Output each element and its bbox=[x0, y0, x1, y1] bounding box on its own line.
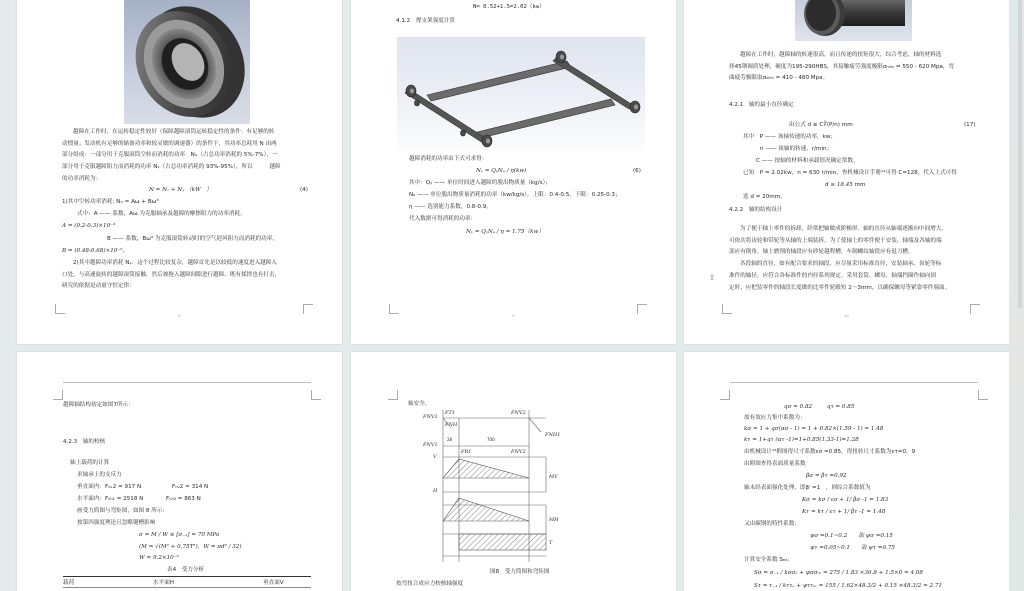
label-fnv1-mid: FNV1 bbox=[423, 442, 438, 448]
footer-line: 按弯扭合成应力校核轴强度 bbox=[396, 581, 464, 587]
where-line: 其中 P —— 该轴传递的功率，kw； bbox=[743, 134, 837, 140]
equation-number: (4) bbox=[300, 187, 308, 193]
margin-mark bbox=[970, 304, 980, 314]
label-fnh: FNH bbox=[445, 422, 458, 428]
margin-mark bbox=[720, 390, 730, 400]
label-fr1: FR1 bbox=[461, 449, 472, 455]
label-mv: MV bbox=[549, 474, 558, 480]
formula-17: 由公式 d ≥ C∛(P/n) mm bbox=[789, 122, 853, 128]
force-analysis-table bbox=[63, 576, 311, 588]
paragraph bbox=[729, 50, 981, 85]
section-heading: 4.2.1 轴的最小直径确定 bbox=[729, 102, 794, 108]
where-line: C —— 按轴的材料和承载情况确定常数。 bbox=[756, 158, 859, 164]
sub-heading: 轴上载荷的计算 bbox=[70, 460, 110, 466]
margin-mark bbox=[722, 304, 732, 314]
margin-mark bbox=[311, 390, 321, 400]
coefficient-b-desc: B —— 系数，Bω³ 为克服滚筒转动时的空气迎风阻力而消耗的功率， bbox=[107, 236, 278, 242]
table-header-row bbox=[63, 577, 311, 588]
page-9 bbox=[351, 0, 676, 344]
strengthen-line: 轴未经表面强化处理，即βⁱ =1 ，则综合系数值为 bbox=[744, 485, 871, 491]
equation-number: (6) bbox=[633, 168, 641, 174]
vertical-force-2: Fₙᵥ2 = 314 N bbox=[172, 484, 209, 490]
margin-mark bbox=[55, 304, 65, 314]
bearing-image[interactable] bbox=[124, 0, 250, 124]
text-line: 准件的轴径，应符合各标准件的内径系列规定。采用套筒、螺母、轴端挡圈作轴向固 bbox=[729, 272, 936, 279]
where-line: Nₑ —— 单位脱出物质量消耗的功率（kw/kg/s）。上限：0.4-0.5，下限：0.25-0.3； bbox=[409, 192, 621, 198]
label-ft1: FT1 bbox=[445, 410, 455, 416]
margin-mark bbox=[978, 390, 988, 400]
text-line: 2)其中越障功率消耗 Nᵧ：这个过程比较复杂，越障首先是以较低的速度进入越障入 bbox=[73, 260, 277, 266]
margin-mark bbox=[389, 304, 399, 314]
label-fnh1: FNH1 bbox=[545, 432, 561, 438]
page-13 bbox=[684, 352, 1009, 591]
intro-line: 轴安全。 bbox=[408, 401, 431, 407]
text-line: 越障在工作时，越障轴的转速很高，而且传递的扭矩很大，综合考虑，轴的材料选 bbox=[740, 52, 942, 58]
K-sigma: Kσ = kσ / εσ + 1/ βσ -1 = 1.83 bbox=[802, 497, 889, 503]
label-fnv2: FNV2 bbox=[511, 410, 526, 416]
given-line: 已知 P = 2.02kw，n = 630 r/min，查机械设计手册¹⁴可得 C=128，代入上式可得 bbox=[743, 170, 957, 176]
result-equation: Nᵧ = QᵧNₑ / η = 1.75（kw） bbox=[466, 229, 544, 235]
margin-mark bbox=[53, 390, 63, 400]
section-heading: 4.2.3 轴的校核 bbox=[63, 439, 106, 445]
page-number: 10 bbox=[844, 314, 849, 318]
psi-sigma: ψσ =0.1~0.2 取 ψσ =0.15 bbox=[810, 533, 893, 539]
vertical-force: 垂直面内：Fₙᵥ2 = 917 N bbox=[77, 484, 142, 490]
text-line: 研究的依据是动量守恒定律： bbox=[62, 283, 135, 290]
where-line: η —— 选别能力系数，0.8-0.9。 bbox=[409, 204, 492, 210]
vertical-scrollbar[interactable] bbox=[1009, 0, 1024, 591]
page-12 bbox=[351, 352, 676, 591]
frame-icon bbox=[397, 37, 645, 151]
label-fnv2-mid: FNV2 bbox=[511, 449, 526, 455]
page-8 bbox=[17, 0, 342, 344]
page-number: 9 bbox=[512, 314, 515, 318]
select-line: 选 d = 20mm。 bbox=[743, 194, 786, 200]
text-line: 可依次将齿轮和带轮等从轴的上端装拆。为了使轴上的零件便于安装，轴端及各轴的端 bbox=[729, 237, 942, 244]
margin-mark bbox=[303, 304, 313, 314]
text-line: 为了便于轴上零件的拆卸，经常把轴做成阶梯形。轴的直径从轴端逐渐向中间增大。 bbox=[740, 226, 947, 232]
top-equation: N= 0.52+1.5=2.02（kw） bbox=[473, 4, 545, 10]
table-header: 垂直面V bbox=[263, 577, 311, 588]
text-line: 部分用于克服越障阻力而消耗的功率 Nᵧ（占总功率消耗的 93%-95%），所以 越障 bbox=[62, 164, 281, 171]
coefficient-b-range: B = (0.48-0.68)×10⁻⁶。 bbox=[62, 248, 129, 254]
text-line: 各段轴的直径，如有配合要求的轴段，应尽量采用标准直径，安装轴承、齿轮等标 bbox=[740, 261, 942, 268]
where-line: n —— 该轴的转速，r/min； bbox=[760, 146, 833, 152]
beta-equation: βσ = βτ =0.92 bbox=[806, 473, 847, 479]
page-number: 8 bbox=[178, 314, 181, 318]
diagram-line: 画受力简图与弯矩图，如图 8 所示： bbox=[77, 508, 169, 514]
header-rule bbox=[730, 382, 978, 383]
k-sigma: kσ = 1 + qσ(ασ - 1) = 1 + 0.82×(1.59 - 1) = 1.48 bbox=[744, 426, 884, 432]
result-line: d ≥ 18.45 mm bbox=[825, 182, 866, 188]
text-line: 口处，与高速旋转的越障滚筒接触，然后被拖入越障间隙进行越障，既有揉搓也有打击， bbox=[62, 271, 281, 278]
section-heading: 4.1.2 撑支架强度计算 bbox=[396, 18, 455, 24]
label-fnv1: FNV1 bbox=[423, 414, 438, 420]
size-factor-line: 由机械设计¹⁴附图得尺寸系数εσ =0.85，得扭转尺寸系数为ετ=0．9 bbox=[744, 449, 916, 455]
header-rule bbox=[63, 382, 311, 383]
coefficient-a-desc: 式中：A —— 系数，Aω 为克服轴承及越障的摩擦阻力的功率消耗， bbox=[77, 211, 246, 217]
intro-line: 越障消耗的功率由下式可求得： bbox=[409, 156, 488, 162]
S-sigma: Sσ = σ₋₁ / kσσₐ + ψσσₘ = 275 / 1.83 ×36.8 + 1.5×0 = 4.08 bbox=[754, 570, 923, 576]
text-line: 定时，应把装零件的轴段长度做的比零件轮毂短 2～3mm，以确保螺母等紧靠零件端面。 bbox=[729, 284, 951, 291]
paragraph-drag-handle[interactable]: ⁞⁞ bbox=[710, 273, 714, 282]
dimension-28: 28 bbox=[447, 437, 453, 442]
where-line: 其中：Qᵧ —— 单位时间进入越障的脱出物质量（kg/s）； bbox=[409, 180, 551, 186]
figure-caption: 图8 受力简图和弯矩图 bbox=[490, 569, 550, 575]
section-heading: 4.2.2 轴的结构设计 bbox=[729, 207, 783, 213]
paragraph bbox=[729, 224, 981, 294]
table-header: 水平面H bbox=[153, 577, 263, 588]
text-line: 动惯量；发动机有足够的储备功率和较灵敏的调速器）的条件下，其功率总耗用 N 由两 bbox=[62, 140, 277, 147]
safety-line: 计算安全系数 Sₑₐ： bbox=[744, 557, 794, 563]
text-line: 部应有倒角。轴上磨削的轴段应有砂轮越程槽，车制螺纹轴段应有退刀槽。 bbox=[729, 249, 914, 256]
force-diagram-icon bbox=[441, 410, 591, 562]
bearing-icon bbox=[124, 0, 250, 124]
shaft-icon bbox=[795, 0, 912, 41]
table-header: 载荷 bbox=[63, 577, 153, 588]
K-tau: Kτ = kτ / ετ + 1/ βτ -1 = 1.48 bbox=[802, 509, 886, 515]
psi-tau: ψτ =0.05~0.1 取 ψτ =0.75 bbox=[810, 545, 895, 551]
force-moment-diagram[interactable] bbox=[423, 410, 591, 562]
table-caption: 表4 受力分析 bbox=[167, 567, 205, 573]
concentration-intro: 故有效应力集中系数为： bbox=[744, 415, 806, 421]
intro-line: 越障轴结构初定如图7所示： bbox=[63, 402, 134, 408]
text-line: 部分组成：一部分用于克服滚筒空转而消耗的功率 Nₓ（占总功率消耗的 5%-7%），一 bbox=[62, 152, 278, 159]
page-10 bbox=[684, 0, 1009, 344]
equation-number: (17) bbox=[964, 122, 976, 128]
q-sigma: qσ = 0.82 bbox=[784, 404, 813, 410]
q-tau: qτ = 0.85 bbox=[827, 404, 855, 410]
margin-mark bbox=[388, 390, 398, 400]
support-label: 求轴承上的支反力 bbox=[77, 472, 122, 478]
surface-line: 由附图查得表面质量系数 bbox=[744, 461, 806, 467]
scrollbar-thumb[interactable] bbox=[1018, 0, 1022, 308]
frame-image[interactable] bbox=[397, 37, 645, 151]
dimension-700: 700 bbox=[487, 437, 495, 442]
equation-4: N = Nₓ + Nᵧ （kW ） bbox=[149, 187, 212, 193]
text-line: 择45钢调质处理，硬度为195-290HBS，其接触疲劳强度极限σₕₗᵢₘ = 550 - 620 Mpa，弯 bbox=[729, 63, 955, 70]
paragraph-item-2 bbox=[62, 258, 312, 293]
horizontal-force: 水平面内：Fₙₕ₁ = 2518 N bbox=[77, 496, 144, 502]
text-line: 曲疲劳极限取σₒₗᵢₘ = 410 - 480 Mpa。 bbox=[729, 75, 829, 82]
w-equation: W = 9.2×10⁻⁶ bbox=[139, 555, 179, 561]
result-intro: 代入数据可得消耗的功率： bbox=[409, 216, 477, 222]
text-line: 越障在工作时，在运转稳定性较好（保障越障滚筒运转稳定性的条件：有足够的转 bbox=[73, 129, 275, 135]
item-1: 1)其中空转功率消耗: Nₓ = Aω + Bω³ bbox=[62, 199, 159, 205]
label-mh: MH bbox=[549, 517, 559, 523]
moment-equation: (M = √(M² + 0.75T²)，W = πd³ / 32) bbox=[139, 544, 242, 550]
page-11 bbox=[17, 352, 342, 591]
label-t: T bbox=[549, 540, 553, 546]
S-tau: Sτ = τ₋₁ / kττₐ + ψττₘ = 155 / 1.62×48.3/2 + 0.15 ×48.3/2 = 2.71 bbox=[754, 583, 942, 589]
margin-mark bbox=[637, 304, 647, 314]
label-v: V bbox=[433, 454, 437, 460]
theory-line: 按第四强度理论且忽略键槽影响 bbox=[77, 520, 156, 526]
horizontal-force-2: Fₙₕ₂ = 863 N bbox=[166, 496, 201, 502]
stress-equation: σ = M / W ≤ [σ₋₁] = 70 MPa bbox=[139, 532, 220, 538]
paragraph bbox=[62, 127, 312, 186]
equation-6: Nᵧ = QᵧNₑ / η(kw) bbox=[476, 168, 527, 174]
carbon-line: 又由碳钢的特性系数： bbox=[744, 521, 800, 527]
label-h: H bbox=[433, 488, 438, 494]
coefficient-a-range: A = (0.2-0.3)×10⁻³ bbox=[62, 223, 116, 229]
text-line: 的功率消耗为： bbox=[62, 175, 102, 182]
k-tau: kτ = 1+qτ (ατ -1)=1+0.85(1.33-1)=1.28 bbox=[744, 437, 859, 443]
shaft-image[interactable] bbox=[795, 0, 912, 41]
